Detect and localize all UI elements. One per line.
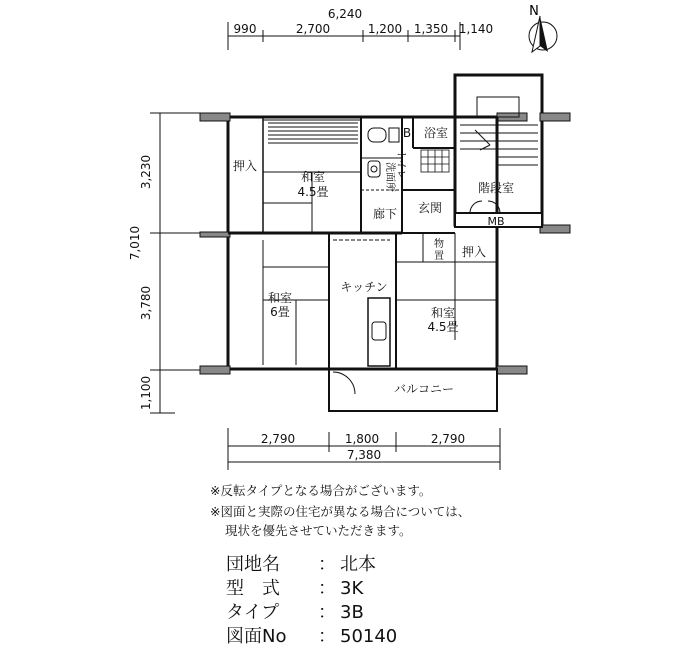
label-washitsu-top-size: 4.5畳 <box>297 185 329 199</box>
info-sep: ： <box>318 554 336 575</box>
note-1: ※反転タイプとなる場合がございます。 <box>210 483 432 498</box>
label-oshiire-1: 押入 <box>232 159 258 173</box>
label-mb: MB <box>487 215 505 228</box>
info-label: タイプ <box>226 602 280 623</box>
label-hallway: 廊下 <box>372 207 398 221</box>
label-washitsu-left: 和室 <box>267 291 293 305</box>
info-sep: ： <box>318 602 336 623</box>
info-label: 団地名 <box>226 554 280 575</box>
info-row-drawing-no <box>226 625 397 649</box>
label-toilet: トイレ <box>395 150 406 180</box>
label-kitchen: キッチン <box>340 280 388 294</box>
dim-top-seg-2: 2,700 <box>295 22 331 36</box>
dim-left-total: 7,010 <box>128 225 142 261</box>
info-row-kind <box>226 601 364 625</box>
dim-bottom-total: 7,380 <box>346 448 382 462</box>
info-sep: ： <box>318 578 336 599</box>
dim-top-seg-4: 1,350 <box>413 22 449 36</box>
label-oshiire-2: 押入 <box>461 245 487 259</box>
dim-bottom-seg-3: 2,790 <box>430 432 466 446</box>
left-dimensions <box>150 113 200 413</box>
dim-bottom-seg-2: 1,800 <box>344 432 380 446</box>
label-washitsu-left-size: 6畳 <box>270 305 290 319</box>
label-washroom: 洗面所 <box>384 162 395 192</box>
info-value: 北本 <box>340 554 376 575</box>
label-washitsu-top: 和室 <box>300 170 326 184</box>
info-label: 図面No <box>226 626 287 647</box>
info-row-type <box>226 577 363 601</box>
dim-bottom-seg-1: 2,790 <box>260 432 296 446</box>
dim-top-seg-5: 1,140 <box>458 22 494 36</box>
dim-left-seg-1: 3,230 <box>139 154 153 190</box>
info-row-name <box>226 553 376 577</box>
label-monooki-2: 置 <box>434 251 444 262</box>
info-label: 型 式 <box>226 578 280 599</box>
label-genkan: 玄関 <box>417 201 443 215</box>
info-value: 50140 <box>340 626 398 647</box>
label-washitsu-right-size: 4.5畳 <box>427 320 459 334</box>
dim-top-seg-1: 990 <box>233 22 257 36</box>
dim-top-total: 6,240 <box>327 7 363 21</box>
note-3: 現状を優先させていただきます。 <box>225 523 412 538</box>
note-2: ※図面と実際の住宅が異なる場合については、 <box>210 504 471 519</box>
compass-icon <box>529 16 557 52</box>
walls <box>200 75 570 411</box>
label-bath-b: B <box>402 126 412 140</box>
label-balcony: バルコニー <box>393 382 455 396</box>
dim-left-seg-2: 3,780 <box>139 285 153 321</box>
info-value: 3K <box>340 578 364 599</box>
compass-north-label: N <box>529 4 539 19</box>
label-stairs: 階段室 <box>477 181 515 195</box>
label-bath: 浴室 <box>423 126 449 140</box>
label-washitsu-right: 和室 <box>430 306 456 320</box>
info-value: 3B <box>340 602 364 623</box>
dim-top-seg-3: 1,200 <box>367 22 403 36</box>
label-monooki-1: 物 <box>434 239 444 250</box>
dim-left-seg-3: 1,100 <box>139 375 153 411</box>
info-sep: ： <box>318 626 336 647</box>
